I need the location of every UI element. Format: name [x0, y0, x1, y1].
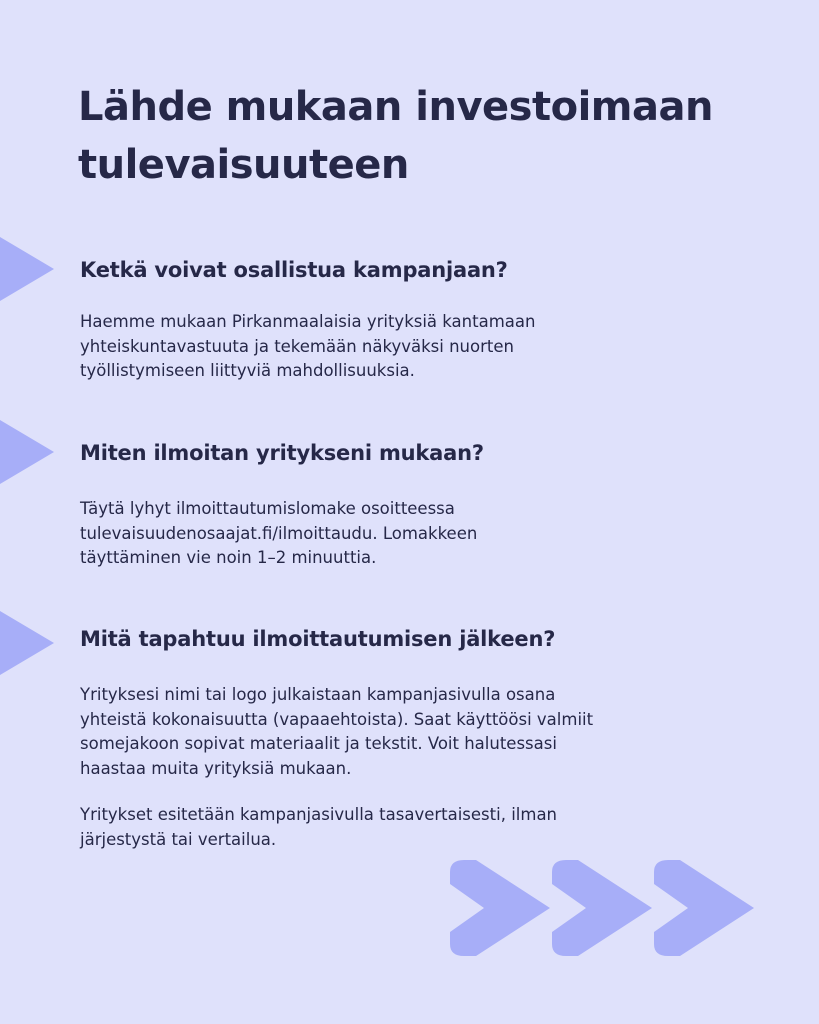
title-line: Lähde mukaan investoimaan: [78, 84, 713, 130]
text-line: yhteiskuntavastuuta ja tekemään näkyväksi nuorten: [80, 336, 514, 356]
text-line: Haemme mukaan Pirkanmaalaisia yrityksiä kantamaan: [80, 312, 536, 331]
text-line: työllistymiseen liittyviä mahdollisuuksia.: [80, 361, 415, 380]
text-line: Yritykset esitetään kampanjasivulla tasavertaisesti, ilman: [80, 805, 558, 824]
triangle-arrow-icon: [0, 611, 56, 675]
text-line: täyttäminen vie noin 1–2 minuuttia.: [80, 548, 377, 567]
triangle-arrow-icon: [0, 420, 56, 484]
text-line: tulevaisuudenosaajat.fi/ilmoittaudu. Lomakkeen: [80, 523, 478, 543]
section-text: [80, 310, 770, 384]
triangle-arrow-icon: [0, 237, 56, 301]
section-text: [80, 683, 770, 781]
section-note: [80, 803, 770, 852]
text-line: yhteistä kokonaisuutta (vapaaehtoista). Saat käyttöösi valmiit: [80, 709, 594, 729]
text-line: somejakoon sopivat materiaalit ja tekstit. Voit halutessasi: [80, 734, 557, 753]
text-line: haastaa muita yrityksiä mukaan.: [80, 758, 352, 778]
chevron-decoration: [446, 858, 766, 958]
chevron-right-icon: [552, 860, 652, 956]
chevron-right-icon: [654, 860, 754, 956]
section-heading: Ketkä voivat osallistua kampanjaan?: [80, 258, 508, 282]
text-line: Yrityksesi nimi tai logo julkaistaan kampanjasivulla osana: [80, 685, 556, 704]
section-heading: Mitä tapahtuu ilmoittautumisen jälkeen?: [80, 627, 556, 651]
title-line: tulevaisuuteen: [78, 142, 409, 188]
section-heading: Miten ilmoitan yritykseni mukaan?: [80, 441, 484, 465]
page-title: [78, 78, 778, 194]
chevron-right-icon: [450, 860, 550, 956]
text-line: Täytä lyhyt ilmoittautumislomake osoitteessa: [80, 499, 455, 518]
text-line: järjestystä tai vertailua.: [80, 829, 277, 849]
section-text: [80, 497, 770, 571]
